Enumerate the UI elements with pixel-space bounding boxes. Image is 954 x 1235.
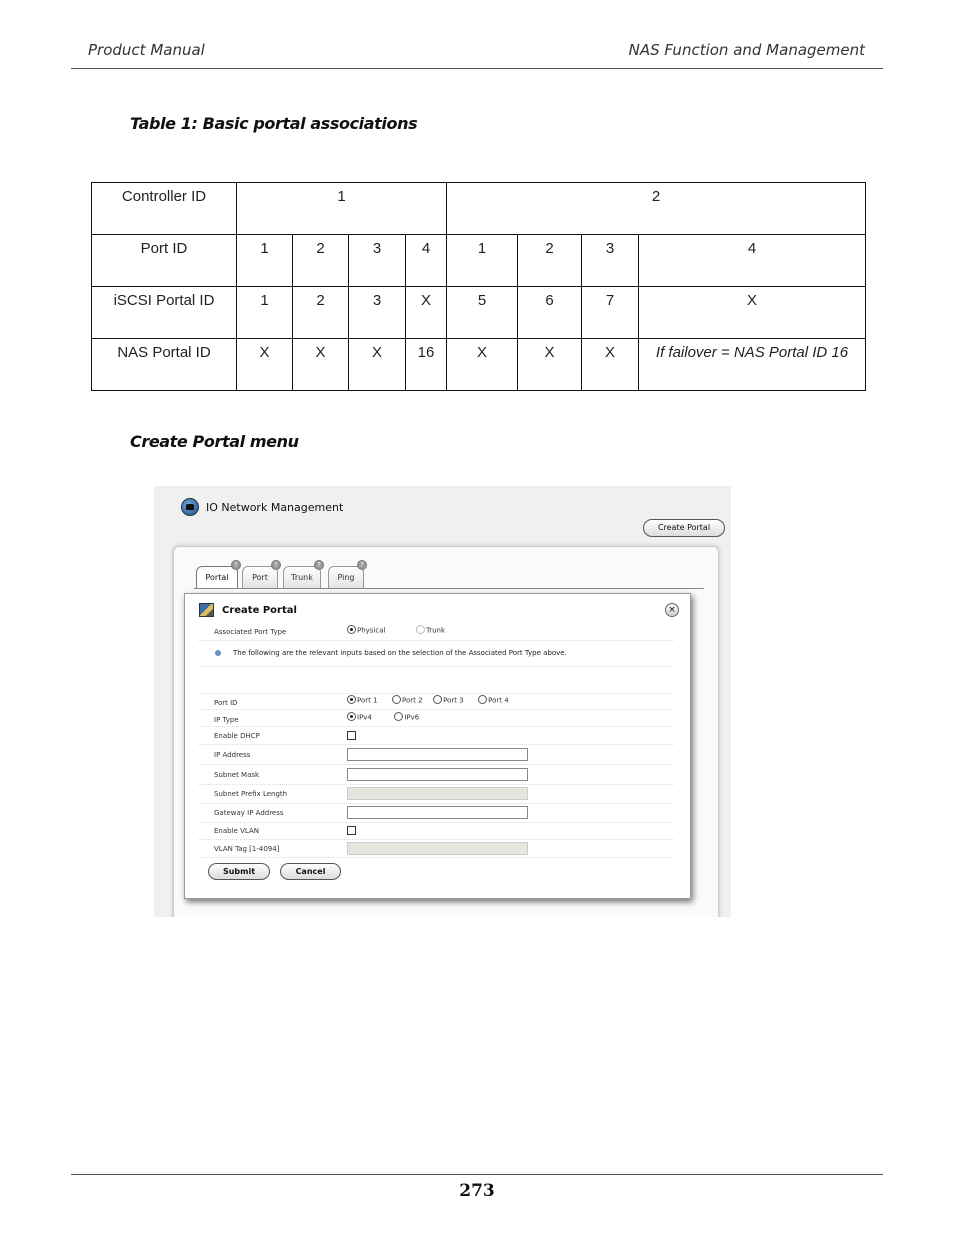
table-cell: 3 — [349, 235, 406, 287]
header-right: NAS Function and Management — [628, 41, 865, 59]
table-cell: X — [639, 287, 866, 339]
tab-underline — [194, 588, 704, 589]
radio-label: IPv6 — [404, 713, 420, 722]
field-label: VLAN Tag [1-4094] — [214, 845, 280, 853]
tab-ping[interactable] — [328, 561, 364, 588]
table-row — [92, 183, 866, 235]
field-label: Enable VLAN — [214, 827, 259, 835]
table-cell: 3 — [349, 287, 406, 339]
radio-label: Port 3 — [443, 696, 464, 705]
associated-port-type-row — [199, 625, 673, 641]
footer-rule — [71, 1174, 883, 1175]
field-label: Gateway IP Address — [214, 809, 284, 817]
table-cell: X — [582, 339, 639, 391]
table-cell: 2 — [293, 287, 349, 339]
tab-label: Portal — [205, 573, 229, 582]
create-portal-dialog — [184, 593, 691, 899]
cancel-button[interactable]: Cancel — [280, 863, 341, 880]
subnet-mask-row — [199, 766, 673, 785]
help-icon[interactable]: ? — [271, 560, 281, 570]
table-cell: 7 — [582, 287, 639, 339]
portal-association-table — [91, 182, 866, 391]
dialog-title: Create Portal — [222, 605, 297, 616]
enable-dhcp-row — [199, 728, 673, 745]
tab-label: Port — [252, 573, 268, 582]
submit-button[interactable]: Submit — [208, 863, 270, 880]
table-cell: X — [447, 339, 518, 391]
table-cell: X — [518, 339, 582, 391]
radio-label: Port 4 — [488, 696, 509, 705]
tab-portal[interactable] — [196, 561, 238, 588]
create-portal-screenshot — [154, 486, 731, 917]
portal-icon — [199, 603, 214, 617]
header-rule — [71, 68, 883, 69]
radio-label: Port 2 — [402, 696, 423, 705]
field-label: IP Type — [214, 716, 239, 724]
table-cell: 2 — [518, 235, 582, 287]
radio-port-2[interactable] — [392, 695, 401, 704]
radio-label: Trunk — [425, 626, 446, 635]
port-id-options — [347, 696, 509, 705]
info-message: The following are the relevant inputs based on the selection of the Associated Port Type above. — [233, 649, 567, 657]
table-row — [92, 287, 866, 339]
gateway-row — [199, 804, 673, 823]
ip-address-input[interactable] — [347, 748, 528, 761]
vlan-tag-row — [199, 840, 673, 858]
vlan-control — [347, 826, 356, 837]
enable-dhcp-checkbox[interactable] — [347, 731, 356, 740]
radio-port-4[interactable] — [478, 695, 487, 704]
create-portal-button[interactable]: Create Portal — [643, 519, 725, 537]
table-cell: 1 — [237, 235, 293, 287]
figure-caption: Create Portal menu — [130, 432, 299, 451]
help-icon[interactable]: ? — [231, 560, 241, 570]
radio-trunk[interactable] — [416, 625, 425, 634]
table-cell: 5 — [447, 287, 518, 339]
table-cell: X — [349, 339, 406, 391]
row-label: Controller ID — [92, 183, 237, 235]
radio-ipv6[interactable] — [394, 712, 403, 721]
tab-label: Ping — [337, 573, 355, 582]
help-icon[interactable]: ? — [314, 560, 324, 570]
field-label: Subnet Mask — [214, 771, 260, 779]
radio-ipv4[interactable] — [347, 712, 356, 721]
radio-port-3[interactable] — [433, 695, 442, 704]
enable-vlan-row — [199, 823, 673, 840]
tab-trunk[interactable] — [283, 561, 321, 588]
radio-label: Physical — [357, 626, 386, 635]
gateway-control — [347, 806, 528, 821]
enable-vlan-checkbox[interactable] — [347, 826, 356, 835]
close-icon[interactable]: × — [665, 603, 679, 617]
field-label: IP Address — [214, 751, 251, 759]
radio-label: IPv4 — [357, 713, 372, 722]
table-cell: X — [406, 287, 447, 339]
controller-2-cell: 2 — [447, 183, 866, 235]
table-cell: X — [237, 339, 293, 391]
table-cell: 16 — [406, 339, 447, 391]
row-label: Port ID — [92, 235, 237, 287]
vlan-tag-control — [347, 842, 528, 857]
tab-port[interactable] — [242, 561, 278, 588]
help-icon[interactable]: ? — [357, 560, 367, 570]
subnet-prefix-row — [199, 785, 673, 804]
table-cell: 1 — [447, 235, 518, 287]
network-management-icon — [181, 498, 199, 516]
table-cell: 6 — [518, 287, 582, 339]
vlan-tag-input — [347, 842, 528, 855]
table-row — [92, 235, 866, 287]
associated-port-type-options — [347, 626, 445, 635]
ip-address-control — [347, 748, 528, 763]
spacer-row — [199, 668, 673, 694]
ip-type-options — [347, 713, 419, 722]
info-row — [199, 643, 673, 667]
table-cell: X — [293, 339, 349, 391]
subnet-prefix-control — [347, 787, 528, 802]
field-label: Enable DHCP — [214, 732, 260, 740]
failover-note-cell: If failover = NAS Portal ID 16 — [639, 339, 866, 391]
table-cell: 1 — [237, 287, 293, 339]
field-label: Subnet Prefix Length — [214, 790, 288, 798]
gateway-ip-input[interactable] — [347, 806, 528, 819]
table-row — [92, 339, 866, 391]
app-title: IO Network Management — [206, 501, 344, 514]
table-cell: 2 — [293, 235, 349, 287]
dhcp-control — [347, 731, 356, 742]
header-left: Product Manual — [88, 41, 205, 59]
radio-label: Port 1 — [357, 696, 378, 705]
info-icon — [215, 650, 221, 656]
tab-label: Trunk — [291, 573, 313, 582]
table-caption: Table 1: Basic portal associations — [130, 114, 418, 133]
row-label: NAS Portal ID — [92, 339, 237, 391]
table-cell: 4 — [406, 235, 447, 287]
info-text — [215, 649, 567, 657]
table-cell: 3 — [582, 235, 639, 287]
ip-type-row — [199, 711, 673, 727]
field-label: Port ID — [214, 699, 238, 707]
table-cell: 4 — [639, 235, 866, 287]
port-id-row — [199, 694, 673, 710]
ip-address-row — [199, 746, 673, 765]
page-number: 273 — [459, 1181, 495, 1201]
subnet-mask-control — [347, 768, 528, 783]
radio-port-1[interactable] — [347, 695, 356, 704]
subnet-mask-input[interactable] — [347, 768, 528, 781]
subnet-prefix-input — [347, 787, 528, 800]
row-label: iSCSI Portal ID — [92, 287, 237, 339]
controller-1-cell: 1 — [237, 183, 447, 235]
field-label: Associated Port Type — [214, 628, 287, 636]
radio-physical[interactable] — [347, 625, 356, 634]
